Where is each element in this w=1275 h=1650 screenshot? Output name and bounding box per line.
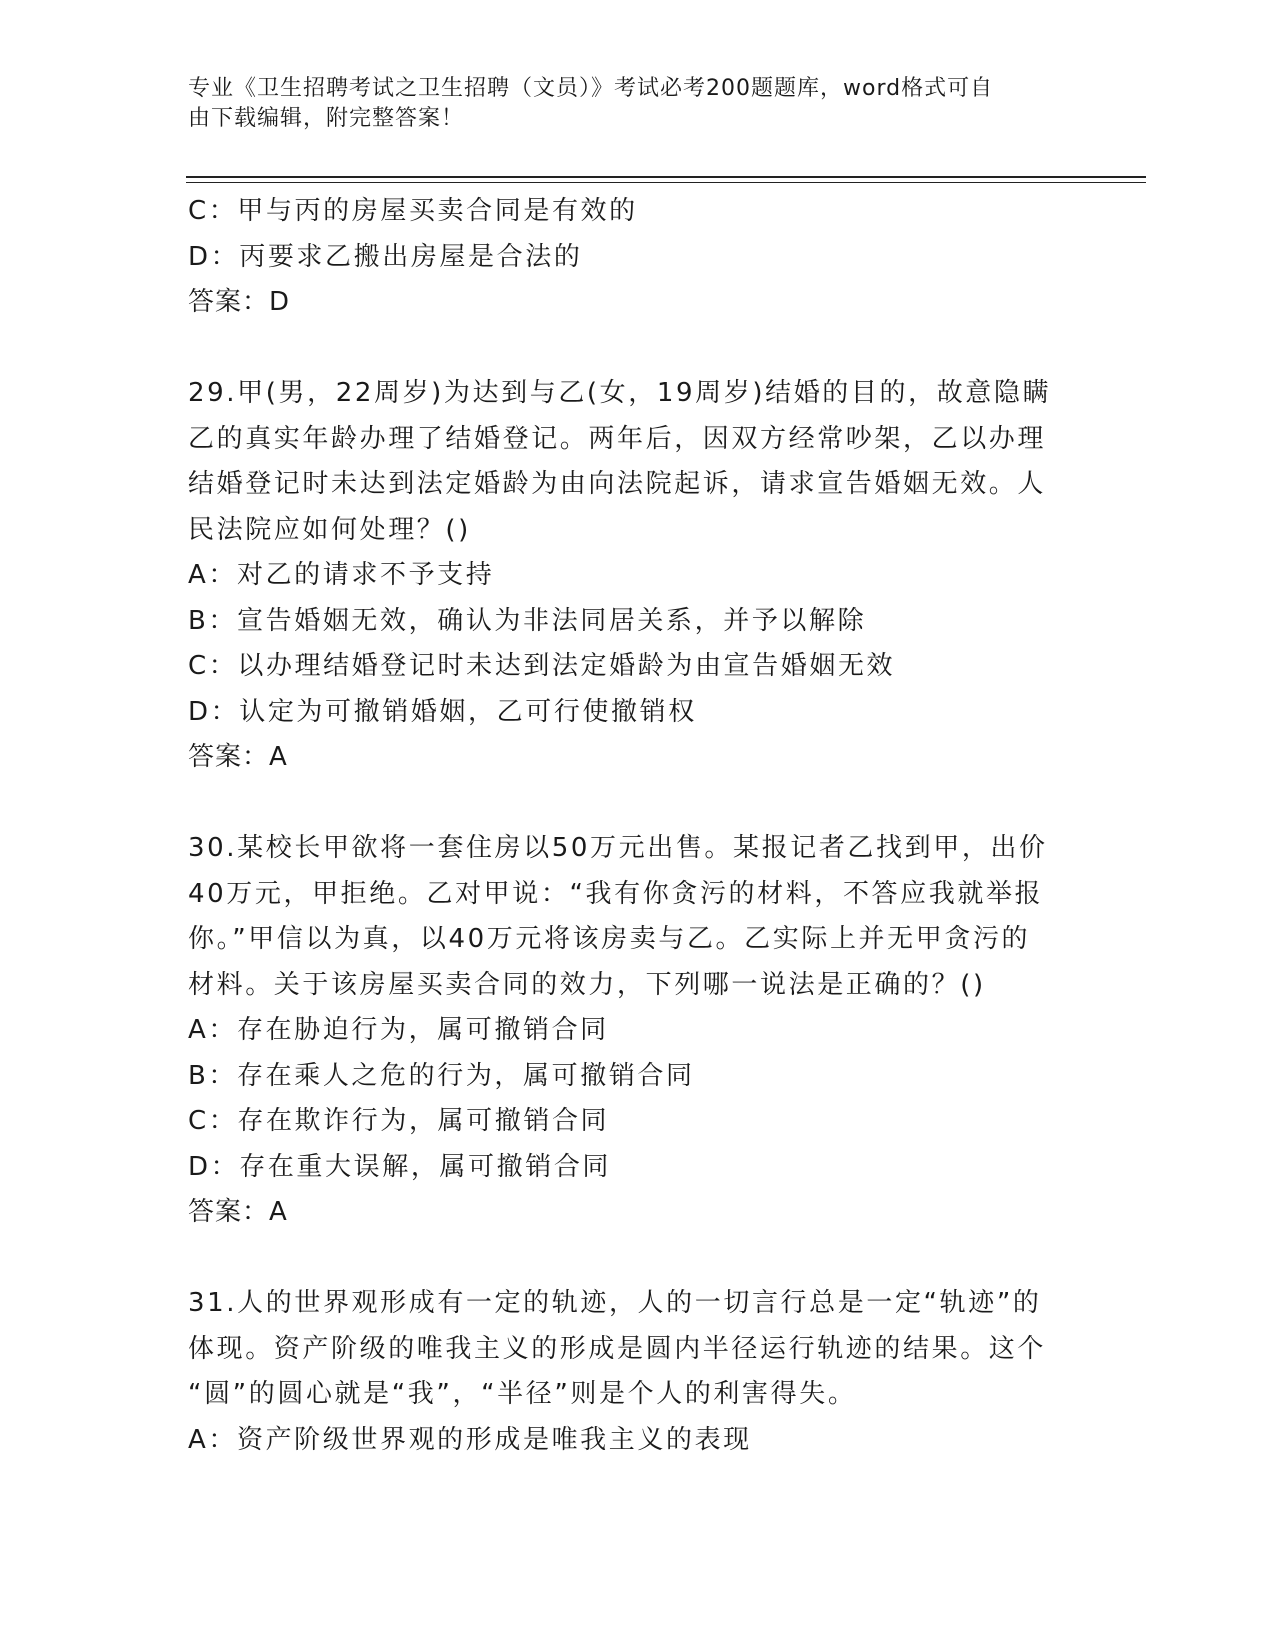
answer-line: 答案：A	[188, 742, 288, 772]
spacer	[188, 1236, 1068, 1282]
option-b: B：存在乘人之危的行为，属可撤销合同	[188, 1060, 695, 1091]
question-stem-line: 乙的真实年龄办理了结婚登记。两年后，因双方经常吵架，乙以办理	[188, 423, 1047, 454]
option-d: D：认定为可撤销婚姻，乙可行使撤销权	[188, 696, 697, 727]
answer-line: 答案：A	[188, 1197, 288, 1227]
question-stem-line: 30.某校长甲欲将一套住房以50万元出售。某报记者乙找到甲，出价	[188, 833, 1048, 863]
question-stem-line: 体现。资产阶级的唯我主义的形成是圆内半径运行轨迹的结果。这个	[188, 1333, 1047, 1364]
question-stem-line: 结婚登记时未达到法定婚龄为由向法院起诉，请求宣告婚姻无效。人	[188, 469, 1047, 499]
option-a: A：资产阶级世界观的形成是唯我主义的表现	[188, 1424, 752, 1455]
option-c: C：甲与丙的房屋买卖合同是有效的	[188, 196, 638, 226]
question-30	[188, 826, 1068, 1236]
prev-question	[188, 189, 1068, 326]
option-c: C：以办理结婚登记时未达到法定婚龄为由宣告婚姻无效	[188, 651, 896, 681]
question-29	[188, 371, 1068, 781]
question-stem-line: 29.甲(男，22周岁)为达到与乙(女，19周岁)结婚的目的，故意隐瞒	[188, 378, 1052, 408]
spacer	[188, 326, 1068, 372]
option-a: A：对乙的请求不予支持	[188, 560, 495, 590]
question-stem-line: 材料。关于该房屋买卖合同的效力，下列哪一说法是正确的？()	[188, 969, 986, 1000]
answer-line: 答案：D	[188, 287, 291, 317]
document-header	[188, 74, 1068, 134]
option-d: D：存在重大误解，属可撤销合同	[188, 1151, 612, 1182]
question-stem-line: 31.人的世界观形成有一定的轨迹，人的一切言行总是一定“轨迹”的	[188, 1288, 1042, 1318]
option-b: B：宣告婚姻无效，确认为非法同居关系，并予以解除	[188, 605, 867, 636]
question-stem-line: 民法院应如何处理？()	[188, 514, 471, 545]
document-body	[188, 189, 1068, 1463]
spacer	[188, 781, 1068, 827]
header-rule-thick	[186, 176, 1146, 178]
option-d: D：丙要求乙搬出房屋是合法的	[188, 241, 583, 272]
question-31	[188, 1281, 1068, 1463]
header-line-2: 由下载编辑，附完整答案！	[188, 106, 465, 131]
option-a: A：存在胁迫行为，属可撤销合同	[188, 1015, 609, 1045]
question-stem-line: “圆”的圆心就是“我”，“半径”则是个人的利害得失。	[188, 1379, 857, 1409]
header-rule-thin	[186, 182, 1146, 183]
question-stem-line: 40万元，甲拒绝。乙对甲说：“我有你贪污的材料，不答应我就举报	[188, 878, 1044, 909]
option-c: C：存在欺诈行为，属可撤销合同	[188, 1106, 610, 1136]
question-stem-line: 你。”甲信以为真，以40万元将该房卖与乙。乙实际上并无甲贪污的	[188, 924, 1031, 954]
header-line-1: 专业《卫生招聘考试之卫生招聘（文员）》考试必考200题题库，word格式可自	[188, 76, 994, 101]
